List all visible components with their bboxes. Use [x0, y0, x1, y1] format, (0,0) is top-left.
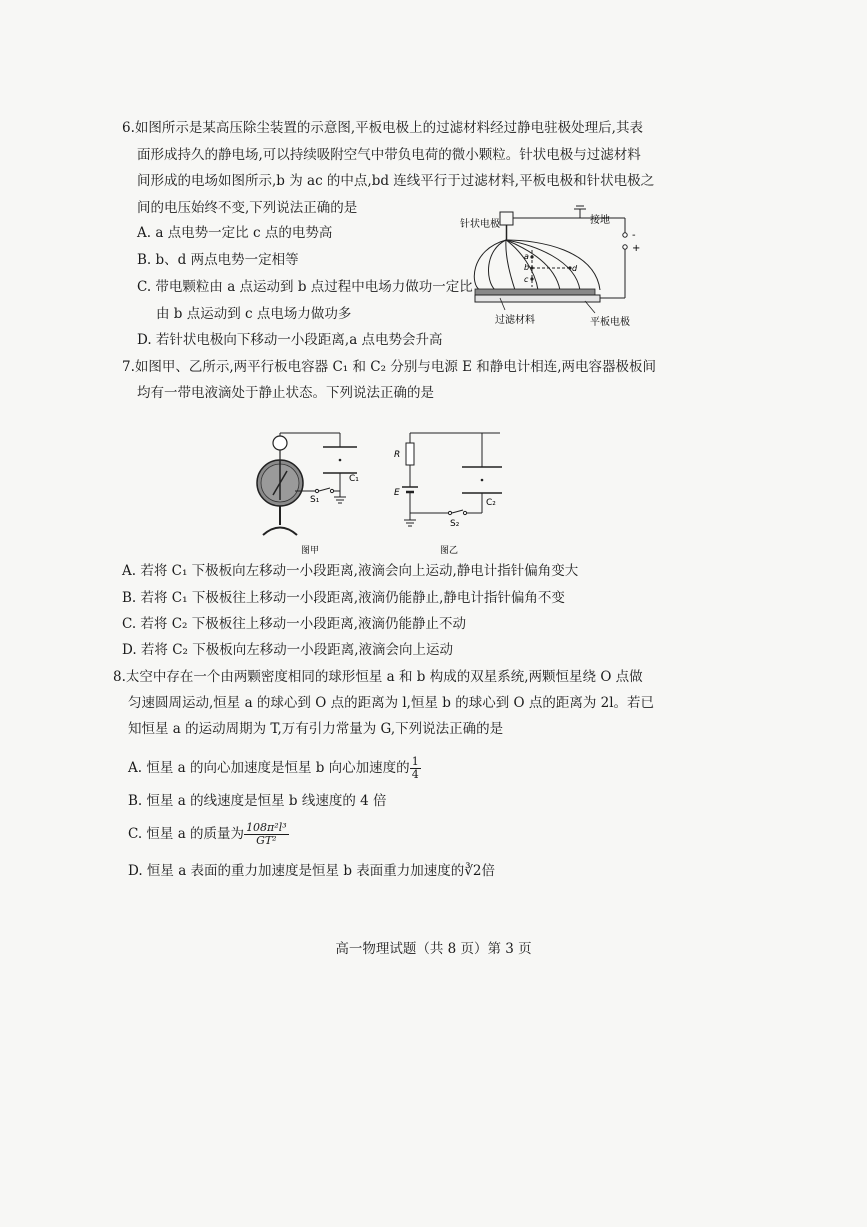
s1-label: S₁	[310, 495, 320, 505]
q6-stem-line-3: 间形成的电场如图所示,b 为 ac 的中点,bd 连线平行于过滤材料,平板电极和针状电极之	[137, 173, 655, 189]
q6-option-c: C. 带电颗粒由 a 点运动到 b 点过程中电场力做功一定比	[137, 279, 473, 295]
needle-electrode-label: 针状电极	[460, 219, 500, 230]
q8-option-d-text: D. 恒星 a 表面的重力加速度是恒星 b 表面重力加速度的	[128, 863, 465, 879]
filter-material-label: 过滤材料	[495, 315, 535, 326]
q6-option-a: A. a 点电势一定比 c 点的电势高	[137, 225, 333, 241]
q8-option-d	[128, 862, 495, 880]
q7-option-b: B. 若将 C₁ 下极板往上移动一小段距离,液滴仍能静止,静电计指针偏角不变	[122, 590, 565, 606]
q8-stem-line-3: 知恒星 a 的运动周期为 T,万有引力常量为 G,下列说法正确的是	[128, 721, 504, 737]
minus-terminal-label: -	[632, 230, 636, 241]
q8-option-b: B. 恒星 a 的线速度是恒星 b 线速度的 4 倍	[128, 793, 387, 809]
resistor-label: R	[394, 450, 401, 460]
q8-stem-line-1: 8.太空中存在一个由两颗密度相同的球形恒星 a 和 b 构成的双星系统,两颗恒星绕 O 点做	[113, 669, 643, 685]
q7-option-c: C. 若将 C₂ 下极板往上移动一小段距离,液滴仍能静止不动	[122, 616, 467, 632]
ground-label: 接地	[590, 215, 610, 226]
q8-option-c-text: C. 恒星 a 的质量为	[128, 826, 245, 842]
battery-label: E	[394, 488, 400, 498]
plus-terminal-label: +	[632, 243, 641, 254]
q6-stem-line-4: 间的电压始终不变,下列说法正确的是	[137, 200, 358, 216]
q6-option-b: B. b、d 两点电势一定相等	[137, 252, 299, 268]
q8-option-a-fraction	[410, 756, 421, 781]
q8-option-c	[128, 822, 289, 847]
q8-option-c-fraction	[244, 822, 289, 847]
q6-option-c-cont: 由 b 点运动到 c 点电场力做功多	[156, 306, 352, 322]
page-footer: 高一物理试题（共 8 页）第 3 页	[335, 941, 532, 957]
point-c-label: c	[524, 275, 529, 284]
q8-option-d-tail: 倍	[481, 863, 495, 879]
figure-jia-caption: 图甲	[301, 546, 320, 556]
q8-option-a	[128, 756, 421, 781]
figure-yi-caption: 图乙	[440, 546, 459, 556]
q7-option-d: D. 若将 C₂ 下极板向左移动一小段距离,液滴会向上运动	[122, 642, 454, 658]
figure-jia-electrometer-circuit	[245, 425, 375, 560]
q6-stem-line-2: 面形成持久的静电场,可以持续吸附空气中带负电荷的微小颗粒。针状电极与过滤材料	[137, 147, 641, 163]
s2-label: S₂	[450, 519, 460, 529]
q7-stem-line-1: 7.如图甲、乙所示,两平行板电容器 C₁ 和 C₂ 分别与电源 E 和静电计相连,两电容器极板间	[122, 359, 657, 375]
figure-yi-circuit	[390, 425, 520, 560]
point-a-label: a	[524, 252, 529, 261]
q8-stem-line-2: 匀速圆周运动,恒星 a 的球心到 O 点的距离为 l,恒星 b 的球心到 O 点的距离为 2l。若已	[128, 695, 655, 711]
q8-option-a-text: A. 恒星 a 的向心加速度是恒星 b 向心加速度的	[128, 760, 410, 776]
plate-electrode-label: 平板电极	[590, 317, 630, 328]
point-b-label: b	[524, 263, 530, 272]
fraction-numerator: 108π²l³	[246, 821, 287, 834]
point-d-label: d	[572, 264, 578, 273]
fraction-denominator: GT²	[256, 834, 277, 847]
fraction-denominator: 4	[411, 768, 419, 781]
q6-option-d: D. 若针状电极向下移动一小段距离,a 点电势会升高	[137, 332, 443, 348]
q7-stem-line-2: 均有一带电液滴处于静止状态。下列说法正确的是	[137, 385, 434, 401]
c2-label: C₂	[486, 498, 496, 508]
c1-label: C₁	[349, 474, 359, 484]
q7-option-a: A. 若将 C₁ 下极板向左移动一小段距离,液滴会向上运动,静电计指针偏角变大	[122, 563, 579, 579]
q6-stem-line-1: 6.如图所示是某高压除尘装置的示意图,平板电极上的过滤材料经过静电驻极处理后,其表	[122, 120, 643, 136]
fraction-numerator: 1	[411, 755, 419, 768]
q8-option-d-expression: ∛2	[464, 863, 482, 879]
dust-collector-diagram	[460, 205, 660, 330]
